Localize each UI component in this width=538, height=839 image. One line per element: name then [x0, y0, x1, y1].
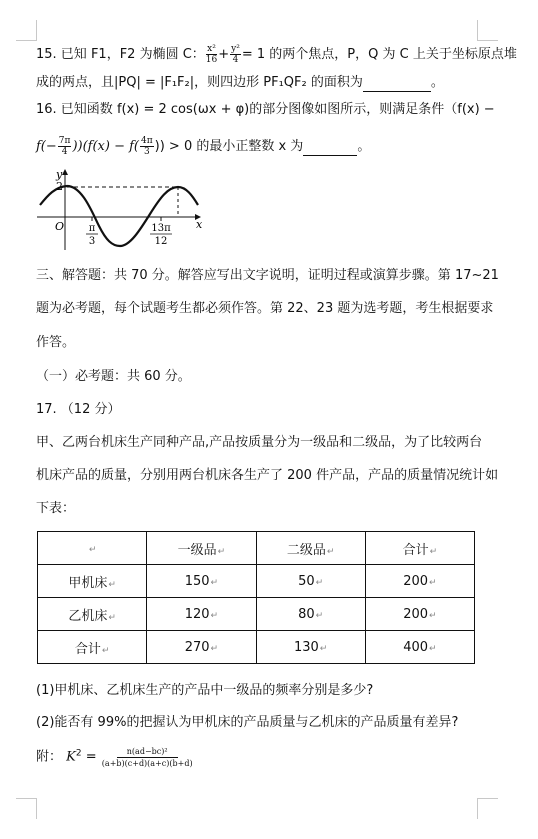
x-tick1-den: 3	[88, 236, 96, 247]
q16-expr-a: f(−	[36, 139, 57, 154]
period: 。	[430, 75, 444, 90]
paragraph-mark: ↵	[429, 610, 437, 621]
q16-expr-b: ))(f(x) − f(	[72, 139, 139, 154]
q15-line2	[36, 75, 444, 92]
paragraph-mark: ↵	[429, 643, 437, 654]
quality-table	[37, 531, 475, 664]
cell-text: 120	[184, 606, 210, 622]
frac-num: y²	[231, 44, 240, 54]
table-header-row	[38, 532, 475, 565]
table-cell	[365, 598, 474, 631]
cell-text: 400	[403, 639, 429, 655]
section3-line2: 题为必考题，每个试题考生都必须作答。第 22、23 题为选考题，考生根据要求	[36, 301, 494, 316]
paragraph-mark: ↵	[210, 577, 219, 588]
cell-text: 合计	[74, 641, 101, 657]
k-superscript: 2	[75, 748, 82, 759]
table-cell	[365, 565, 474, 598]
q16-frac-2	[140, 136, 154, 157]
table-row	[38, 565, 475, 598]
k2-fraction	[102, 746, 193, 769]
x-axis-label: x	[196, 218, 203, 231]
k-symbol: K	[66, 749, 76, 765]
q17-para-3: 下表：	[36, 501, 76, 516]
table-cell	[256, 565, 365, 598]
table-header-cell	[365, 532, 474, 565]
k2-denominator: (a+b)(c+d)(a+c)(b+d)	[101, 759, 193, 768]
paragraph-mark: ↵	[326, 546, 335, 557]
q16-line2	[36, 136, 370, 157]
cell-text: 200	[403, 606, 429, 622]
paragraph-mark: ↵	[101, 645, 110, 656]
subsection-heading: （一）必考题：共 60 分。	[36, 369, 191, 384]
origin-label: O	[55, 220, 65, 233]
crop-mark-top-left	[16, 20, 37, 41]
frac-num: x²	[207, 44, 216, 54]
paragraph-mark: ↵	[315, 577, 324, 588]
q15-frac-x	[206, 44, 217, 65]
frac-den: 16	[205, 55, 218, 65]
table-cell	[147, 565, 256, 598]
frac-num: 4π	[140, 136, 153, 146]
q15-text-2: 成的两点，且|PQ| = |F₁F₂|，则四边形 PF₁QF₂ 的面积为	[36, 75, 363, 90]
plus-sign: +	[218, 47, 230, 62]
period: 。	[357, 139, 371, 154]
cell-text: 乙机床	[68, 608, 108, 624]
q15-line1	[36, 44, 517, 65]
q17-subquestion-1: (1)甲机床、乙机床生产的产品中一级品的频率分别是多少?	[36, 683, 374, 698]
answer-blank	[303, 139, 357, 156]
frac-num: 7π	[58, 136, 71, 146]
cell-text: 二级品	[286, 542, 326, 558]
frac-den: 4	[232, 55, 239, 65]
table-row	[38, 598, 475, 631]
q16-line1	[36, 102, 495, 118]
paragraph-mark: ↵	[108, 612, 116, 623]
cell-text: 130	[293, 639, 319, 655]
paragraph-mark: ↵	[429, 577, 437, 588]
q15-frac-y	[230, 44, 241, 65]
cell-text: 甲机床	[68, 575, 108, 591]
appendix-label: 附：	[36, 749, 63, 765]
cell-text: 合计	[402, 542, 429, 558]
appendix-formula	[36, 746, 194, 769]
table-header-cell	[38, 532, 147, 565]
paragraph-mark: ↵	[315, 610, 324, 621]
frac-den: 3	[143, 147, 150, 157]
table-header-cell	[256, 532, 365, 565]
cell-text: 50	[298, 573, 315, 589]
cell-text: 一级品	[177, 542, 217, 558]
q16-frac-1	[58, 136, 72, 157]
paragraph-mark: ↵	[217, 546, 226, 557]
paragraph-mark: ↵	[429, 546, 438, 557]
section3-line3: 作答。	[36, 335, 76, 350]
table-cell	[147, 631, 256, 664]
y-tick-label: 2	[56, 180, 63, 193]
q16-text: 16. 已知函数 f(x) = 2 cos(ωx + φ)的部分图像如图所示，则满足条件（f(x) −	[36, 102, 495, 117]
paragraph-mark: ↵	[108, 579, 116, 590]
paragraph-mark: ↵	[319, 643, 328, 654]
q15-text: 15. 已知 F1，F2 为椭圆 C：	[36, 47, 205, 62]
q17-heading: 17. （12 分）	[36, 402, 121, 417]
x-tick2-num: 13π	[151, 223, 171, 234]
cell-text: 270	[184, 639, 210, 655]
paragraph-mark: ↵	[88, 544, 97, 555]
table-row	[38, 631, 475, 664]
cell-text: 200	[403, 573, 429, 589]
section3-line1: 三、解答题：共 70 分。解答应写出文字说明，证明过程或演算步骤。第 17~21	[36, 268, 499, 283]
q17-subquestion-2: (2)能否有 99%的把握认为甲机床的产品质量与乙机床的产品质量有差异?	[36, 715, 459, 730]
paragraph-mark: ↵	[210, 643, 219, 654]
k2-numerator: n(ad−bc)²	[117, 746, 178, 758]
q15-text-rest: = 1 的两个焦点，P，Q 为 C 上关于坐标原点堆	[241, 47, 517, 62]
table-cell	[38, 598, 147, 631]
y-axis-label: y	[56, 168, 63, 181]
crop-mark-bottom-right	[477, 798, 498, 819]
q16-expr-c: )) > 0 的最小正整数 x 为	[154, 139, 304, 154]
cell-text: 80	[298, 606, 315, 622]
x-tick1-num: π	[88, 223, 96, 234]
equals-sign: =	[85, 749, 97, 765]
crop-mark-bottom-left	[16, 798, 37, 819]
table-cell	[365, 631, 474, 664]
paragraph-mark: ↵	[210, 610, 219, 621]
table-cell	[38, 631, 147, 664]
table-header-cell	[147, 532, 256, 565]
q17-para-1: 甲、乙两台机床生产同种产品,产品按质量分为一级品和二级品，为了比较两台	[36, 435, 483, 450]
crop-mark-top-right	[477, 20, 498, 41]
frac-den: 4	[61, 147, 68, 157]
q17-para-2: 机床产品的质量，分别用两台机床各生产了 200 件产品，产品的质量情况统计如	[36, 468, 499, 483]
table-cell	[147, 598, 256, 631]
cosine-curve	[40, 186, 198, 246]
table-cell	[256, 598, 365, 631]
table-cell	[256, 631, 365, 664]
table-cell	[38, 565, 147, 598]
answer-blank	[363, 75, 431, 92]
x-tick2-den: 12	[154, 236, 168, 247]
cell-text: 150	[184, 573, 210, 589]
